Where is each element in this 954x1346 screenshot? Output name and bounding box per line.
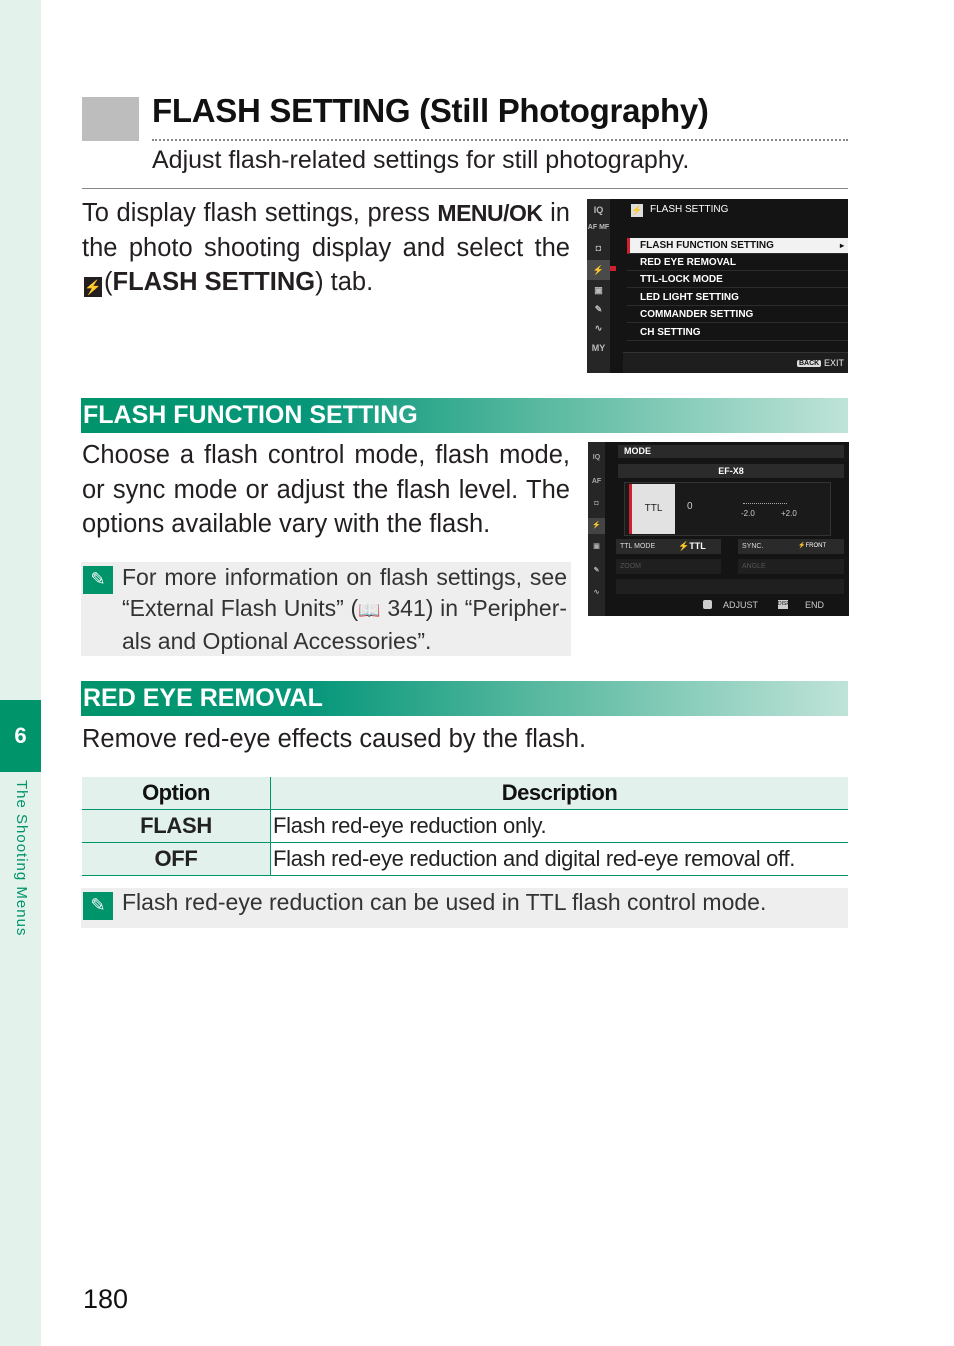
- zoom-cell: ZOOM: [616, 559, 721, 574]
- menu-item-commander-setting: COMMANDER SETTING: [627, 307, 848, 323]
- page-title: FLASH SETTING (Still Photography): [152, 92, 709, 129]
- menu-item-label: FLASH FUNCTION SETTING: [640, 240, 774, 251]
- flash-mode-screen: [588, 442, 849, 616]
- intro-paren: (: [104, 268, 113, 296]
- sidebar-wrench-icon: ✎: [593, 567, 600, 574]
- sync-label: SYNC.: [742, 543, 764, 550]
- note-text-2: Flash red-eye reduction can be used in TTL flash control mode.: [122, 889, 767, 915]
- chapter-tab: 6: [0, 700, 41, 772]
- subtitle-rule: [82, 188, 848, 189]
- menu-footer: [623, 352, 848, 373]
- section2-body: Remove red-eye effects caused by the flash.: [82, 725, 587, 753]
- angle-cell: ANGLE: [738, 559, 844, 574]
- chapter-name: The Shooting Menus: [13, 780, 30, 937]
- menu-sidebar: [587, 199, 610, 373]
- title-divider: [152, 139, 848, 141]
- menu-ok-key: MENU/OK: [437, 200, 543, 226]
- note-icon: ✎: [83, 566, 113, 594]
- sidebar-movie-icon: ▣: [594, 285, 603, 295]
- dial-icon: [703, 600, 712, 609]
- menu-item-ch-setting: CH SETTING: [627, 325, 848, 341]
- ttl-mode-label: TTL MODE: [620, 543, 656, 550]
- menu-item-led-light-setting: LED LIGHT SETTING: [627, 290, 848, 306]
- table-header-option: Option: [82, 777, 271, 810]
- note-text-1: [122, 562, 567, 657]
- intro-text-1: To display flash settings, press: [82, 199, 430, 227]
- section-heading-flash-function: [81, 398, 848, 433]
- table-cell-option: FLASH: [82, 810, 271, 843]
- flash-setting-tab-name: FLASH SETTING: [112, 268, 316, 296]
- table-cell-option: OFF: [82, 843, 271, 876]
- sync-cell: [738, 539, 844, 554]
- ttl-mode-cell: [616, 539, 721, 554]
- sidebar-flash-icon: ⚡: [588, 518, 605, 534]
- note-box-2: [81, 888, 848, 928]
- disp-icon: DISP: [778, 601, 790, 607]
- section-heading-red-eye-removal: [81, 681, 848, 716]
- active-tab-marker: [610, 266, 616, 271]
- page-subtitle: Adjust flash-related settings for still photography.: [152, 146, 690, 174]
- note1-text-a: For more information on flash settings, see “External Flash Units” (: [122, 564, 567, 621]
- ttl-mode-value: ⚡TTL: [678, 541, 706, 551]
- end-label: END: [805, 600, 825, 610]
- intro-text-2: in the photo shooting display and select the: [82, 199, 570, 262]
- book-icon: 📖: [358, 600, 381, 620]
- sidebar-camera-icon: ◘: [594, 500, 599, 507]
- section1-body: Choose a flash control mode, flash mode, or sync mode or adjust the flash level. The options available vary with the flash.: [82, 441, 570, 538]
- table-header-row: [82, 777, 848, 810]
- sidebar-camera-icon: ◘: [595, 243, 602, 253]
- intro-text-3: ) tab.: [315, 268, 374, 296]
- menu-item-red-eye-removal: RED EYE REMOVAL: [627, 255, 848, 271]
- flash-level-panel: [624, 482, 831, 536]
- note-box-1: [81, 562, 571, 656]
- back-button-icon: BACK: [799, 360, 820, 367]
- page-number: 180: [83, 1284, 129, 1314]
- flash-setting-menu-screen: [587, 199, 848, 373]
- sidebar-movie-icon: ▣: [593, 543, 600, 550]
- table-cell-description: Flash red-eye reduction only.: [271, 810, 849, 843]
- sidebar-af-icon: AF: [591, 478, 602, 485]
- section-title: FLASH FUNCTION SETTING: [83, 401, 418, 429]
- scale-min-label: -2.0: [741, 509, 755, 518]
- sidebar-wireless-icon: ∿: [593, 589, 600, 596]
- exit-label: EXIT: [824, 358, 845, 368]
- sidebar-flash-icon: ⚡: [587, 260, 610, 280]
- sidebar-iq-icon: IQ: [593, 205, 604, 215]
- menu-item-flash-function-setting: [627, 238, 848, 254]
- menu-item-ttl-lock-mode: TTL-LOCK MODE: [627, 272, 848, 288]
- sidebar-iq-icon: IQ: [592, 454, 601, 461]
- intro-paragraph: [82, 196, 570, 300]
- sidebar-wireless-icon: ∿: [594, 323, 603, 333]
- mode-sidebar: [588, 442, 605, 616]
- adjust-label: ADJUST: [723, 600, 759, 610]
- table-row: [82, 843, 848, 876]
- side-strip: [0, 0, 41, 1346]
- compensation-value: 0: [687, 501, 693, 512]
- compensation-scale: [743, 503, 787, 504]
- flash-header-icon: ⚡: [631, 205, 643, 215]
- flash-model: EF-X8: [618, 464, 844, 478]
- table-header-description: Description: [271, 777, 849, 810]
- sidebar-wrench-icon: ✎: [594, 304, 603, 314]
- arrow-right-icon: ▸: [839, 241, 844, 250]
- mode-footer: [618, 595, 844, 615]
- ttl-selector: TTL: [629, 484, 675, 534]
- options-table: [82, 777, 848, 876]
- empty-cell: [616, 579, 844, 594]
- sidebar-af-icon: AF MF: [587, 224, 610, 231]
- note1-text-b: 341) in “Peripher-als and Optional Accessories”.: [122, 595, 568, 654]
- menu-header: FLASH SETTING: [650, 204, 729, 215]
- flash-icon: ⚡: [84, 279, 102, 295]
- table-row: [82, 810, 848, 843]
- note-icon: ✎: [83, 892, 113, 920]
- mode-header: MODE: [618, 445, 844, 458]
- sidebar-my-menu-icon: MY: [591, 343, 606, 353]
- table-cell-description: Flash red-eye reduction and digital red-eye removal off.: [271, 843, 849, 876]
- section-title: RED EYE REMOVAL: [83, 684, 323, 712]
- sync-value: ⚡FRONT: [798, 543, 827, 549]
- scale-max-label: +2.0: [781, 509, 797, 518]
- title-marker: [82, 97, 139, 141]
